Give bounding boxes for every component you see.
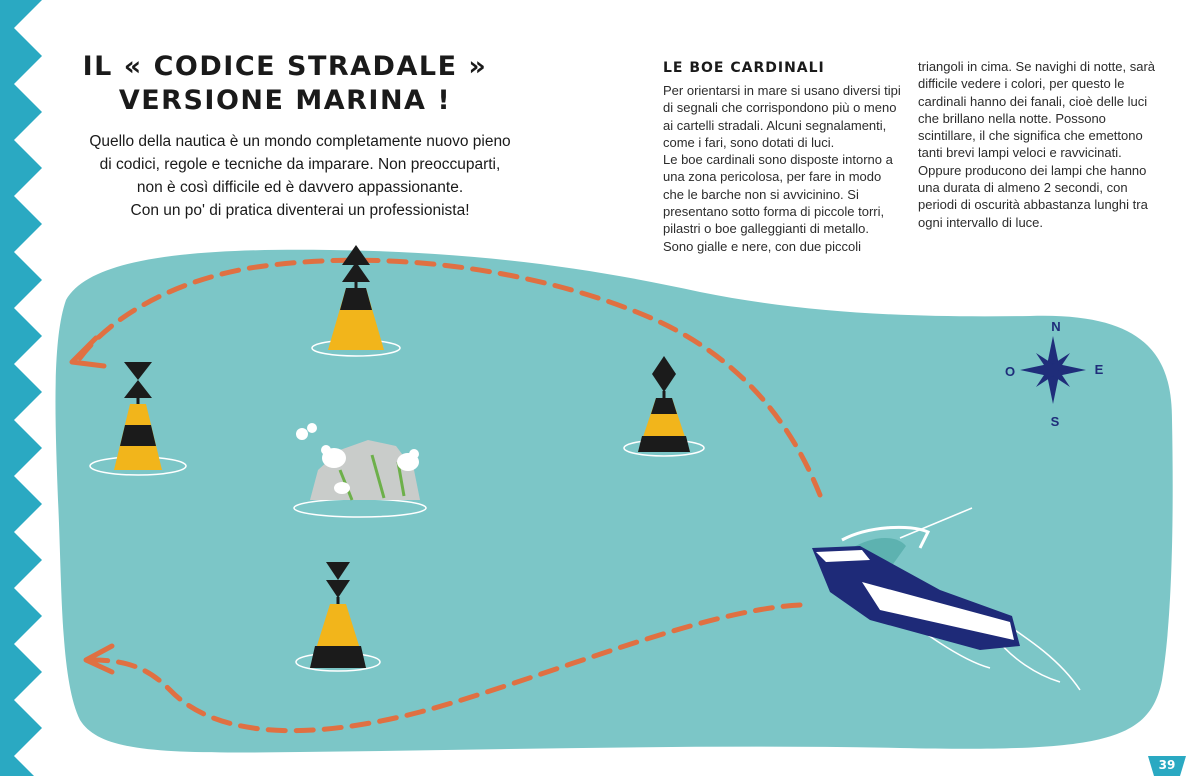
body-line: triangoli in cima. Se navighi di notte, sarà [918, 59, 1156, 74]
compass-south-label: S [1050, 414, 1060, 429]
body-line: una durata di almeno 2 secondi, con [918, 180, 1128, 196]
body-line: come i fari, sono dotati di luci. [663, 134, 835, 150]
body-line: che le barche non si avvicinino. Si [663, 186, 859, 202]
body-line: pilastri o boe galleggianti di metallo. [663, 221, 869, 237]
page-number: 39 [1158, 758, 1176, 772]
body-line: Oppure producono dei lampi che hanno [918, 162, 1147, 178]
sea-area [55, 250, 1172, 753]
intro-line: Con un po' di pratica diventerai un professionista! [130, 202, 470, 219]
body-line: difficile vedere i colori, per questo le [918, 76, 1125, 92]
compass-north-label: N [1051, 319, 1061, 334]
body-line: cardinali hanno dei fanali, cioè delle luci [918, 93, 1148, 109]
intro-line: non è così difficile ed è davvero appassionante. [136, 179, 464, 196]
compass-east-label: E [1094, 362, 1104, 377]
intro-line: di codici, regole e tecniche da imparare. Non preoccuparti, [99, 156, 501, 173]
intro-line: Quello della nautica è un mondo completamente nuovo pieno [89, 133, 511, 150]
body-line: di segnali che corrispondono più o meno [663, 100, 897, 116]
body-line: Per orientarsi in mare si usano diversi tipi [663, 83, 901, 98]
body-line: periodi di oscurità abbastanza lunghi tra [918, 197, 1148, 213]
body-line: una zona pericolosa, per fare in modo [663, 169, 882, 185]
body-line: tanti brevi lampi veloci e ravvicinati. [918, 145, 1122, 161]
title-line-1: IL « CODICE STRADALE » [82, 51, 488, 82]
body-line: scintillare, il che significa che emettono [918, 128, 1143, 144]
body-line: presentano sotto forma di piccole torri, [663, 204, 885, 220]
title-line-2: VERSIONE MARINA ! [118, 85, 452, 116]
body-line: Sono gialle e nere, con due piccoli [663, 238, 862, 254]
body-line: ai cartelli stradali. Alcuni segnalamenti, [663, 117, 887, 133]
body-line: che brillano nella notte. Possono [918, 110, 1106, 126]
compass-west-label: O [1004, 364, 1016, 379]
section-title: LE BOE CARDINALI [663, 60, 825, 76]
body-line: Le boe cardinali sono disposte intorno a [663, 152, 893, 168]
body-line: ogni intervallo di luce. [918, 214, 1044, 230]
